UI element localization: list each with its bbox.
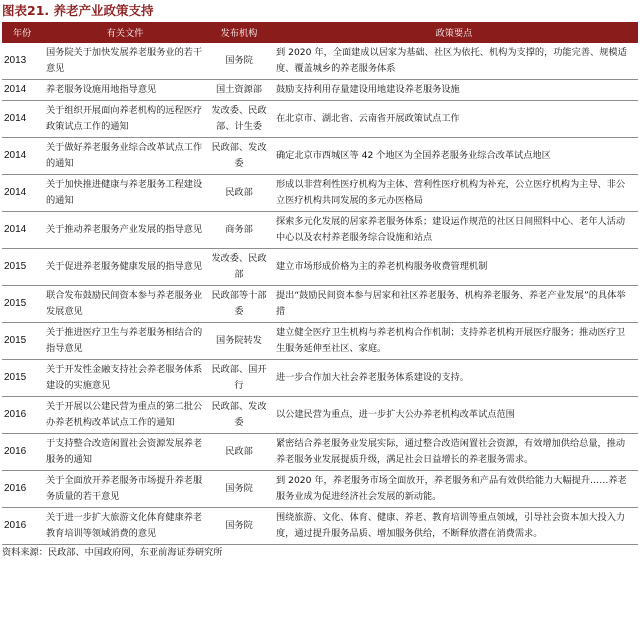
cell-agency: 国务院 [208,471,270,508]
cell-year: 2015 [2,286,42,323]
header-points: 政策要点 [270,24,638,43]
cell-year: 2014 [2,212,42,249]
cell-agency: 民政部、发改委 [208,138,270,175]
cell-year: 2014 [2,175,42,212]
cell-year: 2014 [2,138,42,175]
cell-points: 到 2020 年，全面建成以居家为基础、社区为依托、机构为支撑的，功能完善、规模适度、覆盖城乡的养老服务体系 [270,43,638,80]
cell-agency: 商务部 [208,212,270,249]
cell-points: 提出“鼓励民间资本参与居家和社区养老服务、机构养老服务、养老产业发展”的具体举措 [270,286,638,323]
cell-document: 关于推动养老服务产业发展的指导意见 [42,212,208,249]
cell-document: 关于推进医疗卫生与养老服务相结合的指导意见 [42,323,208,360]
cell-document: 关于加快推进健康与养老服务工程建设的通知 [42,175,208,212]
cell-year: 2015 [2,249,42,286]
table-row [2,508,638,545]
table-row [2,175,638,212]
cell-agency: 民政部 [208,434,270,471]
cell-document: 关于组织开展面向养老机构的远程医疗政策试点工作的通知 [42,101,208,138]
cell-document: 关于做好养老服务业综合改革试点工作的通知 [42,138,208,175]
cell-agency: 民政部 [208,175,270,212]
cell-year: 2014 [2,101,42,138]
cell-year: 2015 [2,323,42,360]
cell-document: 关于开展以公建民营为重点的第二批公办养老机构改革试点工作的通知 [42,397,208,434]
cell-agency: 民政部等十部委 [208,286,270,323]
cell-points: 建立市场形成价格为主的养老机构服务收费管理机制 [270,249,638,286]
header-document: 有关文件 [42,24,208,43]
table-row [2,101,638,138]
table-row [2,212,638,249]
cell-agency: 国务院 [208,508,270,545]
cell-points: 探索多元化发展的居家养老服务体系；建设运作规范的社区日间照料中心、老年人活动中心以及农村养老服务综合设施和站点 [270,212,638,249]
cell-document: 联合发布鼓励民间资本参与养老服务业发展意见 [42,286,208,323]
table-row [2,138,638,175]
cell-agency: 发改委、民政部 [208,249,270,286]
cell-year: 2016 [2,434,42,471]
table-header-row [2,24,638,43]
figure-title: 图表21. 养老产业政策支持 [2,3,154,18]
table-row [2,360,638,397]
cell-year: 2015 [2,360,42,397]
table-row [2,323,638,360]
cell-year: 2016 [2,508,42,545]
cell-document: 关于进一步扩大旅游文化体育健康养老教育培训等领域消费的意见 [42,508,208,545]
cell-points: 以公建民营为重点，进一步扩大公办养老机构改革试点范围 [270,397,638,434]
table-row [2,286,638,323]
table-row [2,434,638,471]
cell-document: 于支持整合改造闲置社会资源发展养老服务的通知 [42,434,208,471]
cell-agency: 国务院 [208,43,270,80]
header-agency: 发布机构 [208,24,270,43]
cell-points: 确定北京市西城区等 42 个地区为全国养老服务业综合改革试点地区 [270,138,638,175]
cell-points: 鼓励支持利用存量建设用地建设养老服务设施 [270,80,638,101]
cell-document: 关于全面放开养老服务市场提升养老服务质量的若干意见 [42,471,208,508]
cell-points: 进一步合作加大社会养老服务体系建设的支持。 [270,360,638,397]
cell-points: 紧密结合养老服务业发展实际，通过整合改造闲置社会资源，有效增加供给总量，推动养老服务业发展提质升级，满足社会日益增长的养老服务需求。 [270,434,638,471]
cell-agency: 民政部、发改委 [208,397,270,434]
cell-points: 在北京市、湖北省、云南省开展政策试点工作 [270,101,638,138]
cell-points: 围绕旅游、文化、体育、健康、养老、教育培训等重点领域，引导社会资本加大投入力度，通过提升服务品质、增加服务供给，不断释放潜在消费需求。 [270,508,638,545]
cell-agency: 国务院转发 [208,323,270,360]
source-note: 资料来源：民政部、中国政府网，东亚前海证券研究所 [2,547,223,558]
cell-agency: 国土资源部 [208,80,270,101]
cell-agency: 民政部、国开行 [208,360,270,397]
cell-document: 国务院关于加快发展养老服务业的若干意见 [42,43,208,80]
cell-year: 2016 [2,471,42,508]
table-row [2,397,638,434]
cell-agency: 发改委、民政部、计生委 [208,101,270,138]
cell-document: 关于促进养老服务健康发展的指导意见 [42,249,208,286]
table-row [2,249,638,286]
cell-year: 2014 [2,80,42,101]
cell-points: 形成以非营利性医疗机构为主体、营利性医疗机构为补充，公立医疗机构为主导、非公立医疗机构共同发展的多元办医格局 [270,175,638,212]
cell-points: 到 2020 年，养老服务市场全面放开，养老服务和产品有效供给能力大幅提升……养老服务业成为促进经济社会发展的新动能。 [270,471,638,508]
table-row [2,471,638,508]
cell-year: 2013 [2,43,42,80]
header-year: 年份 [2,24,42,43]
cell-document: 养老服务设施用地指导意见 [42,80,208,101]
table-row [2,43,638,80]
cell-document: 关于开发性金融支持社会养老服务体系建设的实施意见 [42,360,208,397]
table-row [2,80,638,101]
cell-points: 建立健全医疗卫生机构与养老机构合作机制；支持养老机构开展医疗服务；推动医疗卫生服务延伸至社区、家庭。 [270,323,638,360]
policy-table [2,24,638,545]
cell-year: 2016 [2,397,42,434]
